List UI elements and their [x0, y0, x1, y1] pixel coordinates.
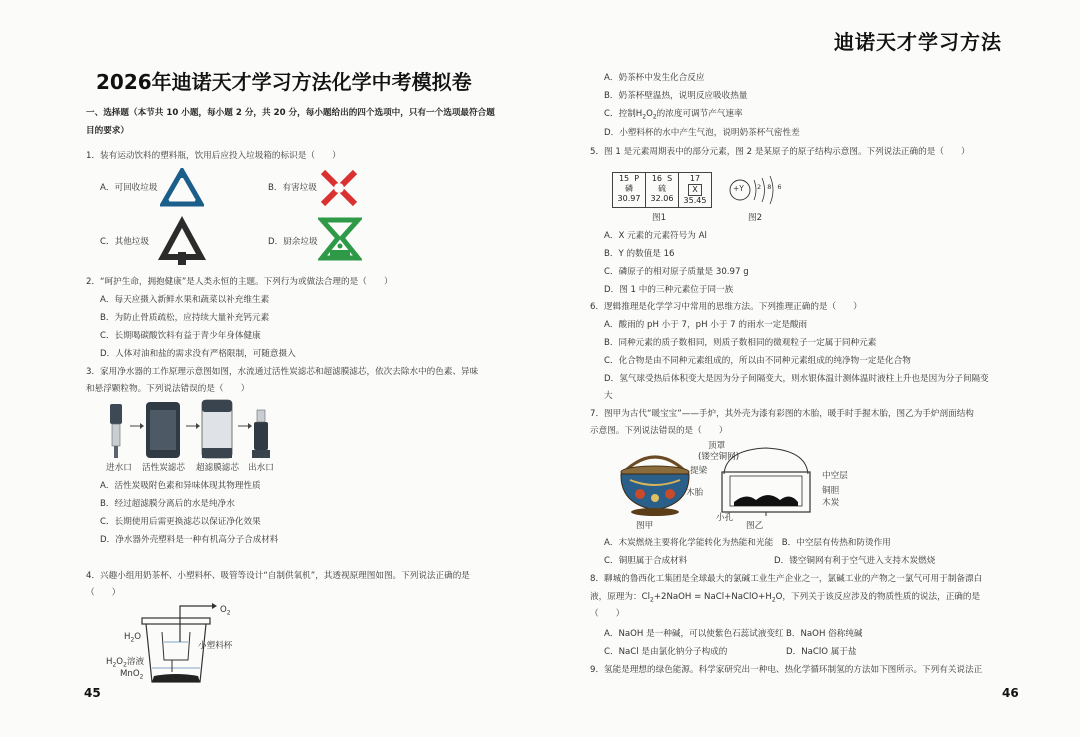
atom-nucleus-label: +Y	[733, 184, 744, 193]
q3-option-d: D．净水器外壳塑料是一种有机高分子合成材料	[100, 535, 279, 545]
q4-label-cup: 小塑料杯	[198, 641, 233, 651]
q6-option-d: D．氢气球受热后体积变大是因为分子间隔变大，则水银体温计测体温时液柱上升也是因为分子间隔变	[604, 374, 989, 384]
hand-warmer-photo	[610, 446, 700, 520]
q4-label-mno2: MnO$_2$	[120, 669, 144, 681]
q8-stem: 8．聊城的鲁西化工集团是全球最大的氯碱工业生产企业之一，氯碱工业的产物之一氯气可用于制备漂白	[590, 574, 983, 584]
q8-option-c: C．NaCl 是由氯化钠分子构成的	[604, 647, 728, 657]
q1-option-c: C．其他垃圾	[100, 237, 149, 247]
q8-option-a: A．NaOH 是一种碱，可以使紫色石蕊试液变红	[604, 629, 784, 639]
q3-label-membrane: 超滤膜滤芯	[196, 463, 239, 473]
q2-option-d: D．人体对油和盐的需求没有严格限制，可随意摄入	[100, 349, 296, 359]
q5-option-b: B．Y 的数值是 16	[604, 249, 675, 259]
q1-option-d: D．厨余垃圾	[268, 237, 318, 247]
q8-stem-bracket: （ ）	[590, 609, 625, 619]
q2-option-b: B．为防止骨质疏松，应持续大量补充钙元素	[100, 313, 270, 323]
q4-stem: 4．兴趣小组用奶茶杯、小塑料杯、吸管等设计“自制供氧机”，其透视原理图如图。下列说法正确的是	[86, 571, 470, 581]
q5-option-a: A．X 元素的元素符号为 Al	[604, 231, 707, 241]
q4-label-h2o2: $H_2O_2$溶液	[106, 657, 145, 669]
q3-option-c: C．长期使用后需更换滤芯以保证净化效果	[100, 517, 261, 527]
q7-fig-b-caption: 图乙	[746, 521, 764, 531]
q5-option-d: D．图 1 中的三种元素位于同一族	[604, 285, 734, 295]
q2-option-c: C．长期喝碳酸饮料有益于青少年身体健康	[100, 331, 261, 341]
q3-label-inlet: 进水口	[106, 463, 132, 473]
section-heading-cont: 目的要求）	[86, 126, 129, 136]
q3-label-outlet: 出水口	[248, 463, 274, 473]
q6-stem: 6．逻辑推理是化学学习中常用的思维方法。下列推理正确的是（ ）	[590, 302, 862, 312]
kitchen-waste-icon	[318, 216, 362, 264]
q7-option-c: C．铜胆属于合成材料	[604, 556, 688, 566]
exam-title: 2026年迪诺天才学习方法化学中考模拟卷	[96, 70, 472, 94]
q4-label-water: $H_2O$	[124, 632, 142, 644]
q8-stem-equation: 液，原理为：$Cl_2+2NaOH$ = $NaCl+NaClO+H_2O$，下列关于该反应涉及的物质性质的说法，正确的是	[590, 592, 981, 604]
q7-label-copper: 铜胆	[822, 486, 840, 496]
q6-option-a: A．酸雨的 pH 小于 7，pH 小于 7 的雨水一定是酸雨	[604, 320, 808, 330]
q4-option-d: D．小塑料杯的水中产生气泡，说明奶茶杯气密性差	[604, 128, 800, 138]
q4-stem-cont: （ ）	[86, 588, 121, 598]
q8-option-b: B．NaOH 俗称纯碱	[786, 629, 863, 639]
q5-stem: 5．图 1 是元素周期表中的部分元素，图 2 是某原子的原子结构示意图。下列说法正确的是（ ）	[590, 147, 970, 157]
q8-option-d: D．NaClO 属于盐	[786, 647, 857, 657]
q1-stem: 1．装有运动饮料的塑料瓶，饮用后应投入垃圾箱的标识是（ ）	[86, 151, 341, 161]
q7-option-d: D．镂空铜网有利于空气进入支持木炭燃烧	[774, 556, 936, 566]
q2-stem: 2．“呵护生命，拥抱健康”是人类永恒的主题。下列行为或做法合理的是（ ）	[86, 277, 393, 287]
other-waste-icon	[156, 214, 208, 266]
q4-option-c: C．控制$H_2O_2$的浓度可调节产气速率	[604, 109, 743, 121]
q5-fig2-caption: 图2	[748, 213, 763, 223]
q9-stem: 9．氢能是理想的绿色能源。科学家研究出一种电、热化学循环制氢的方法如下图所示。下列有关说法正	[590, 665, 983, 675]
atom-shells-label: 2 8 6	[757, 183, 784, 191]
q7-label-charcoal: 木炭	[822, 498, 840, 508]
hazard-icon	[318, 168, 360, 208]
element-p: 15 P 磷 30.97	[613, 173, 646, 208]
q7-label-hollow: 中空层	[822, 471, 848, 481]
q3-option-a: A．活性炭吸附色素和异味体现其物理性质	[100, 481, 261, 491]
water-purifier-figure	[106, 396, 306, 462]
q3-option-b: B．经过超滤膜分离后的水是纯净水	[100, 499, 235, 509]
recycle-icon	[160, 168, 204, 208]
page-number-right: 46	[1002, 686, 1019, 700]
q3-label-carbon: 活性炭滤芯	[142, 463, 185, 473]
q3-stem-cont: 和悬浮颗粒物。下列说法错误的是（ ）	[86, 384, 250, 394]
q7-option-a-b: A．木炭燃烧主要将化学能转化为热能和光能 B．中空层有传热和防烫作用	[604, 538, 891, 548]
q7-stem: 7．图甲为古代“暖宝宝”——手炉，其外壳为漆有彩图的木胎，暖手时手握木胎，图乙为手炉剖面结构	[590, 409, 974, 419]
q7-label-handle: 提梁	[690, 466, 708, 476]
q6-option-c: C．化合物是由不同种元素组成的，所以由不同种元素组成的纯净物一定是化合物	[604, 356, 911, 366]
brand-title: 迪诺天才学习方法	[834, 30, 1002, 54]
q3-stem: 3．家用净水器的工作原理示意图如图，水流通过活性炭滤芯和超滤膜滤芯，依次去除水中的色素、异味	[86, 367, 479, 377]
q7-label-top-mesh: (镂空铜网)	[698, 452, 740, 462]
q5-fig1-caption: 图1	[652, 213, 667, 223]
q6-option-b: B．同种元素的质子数相同，则质子数相同的微观粒子一定属于同种元素	[604, 338, 877, 348]
element-x: 17 X 35.45	[679, 173, 712, 208]
q1-option-b: B．有害垃圾	[268, 183, 317, 193]
q7-stem-cont: 示意图。下列说法错误的是（ ）	[590, 426, 728, 436]
page-number-left: 45	[84, 686, 101, 700]
q7-label-wood: 木胎	[686, 488, 704, 498]
q7-label-top: 顶罩	[708, 441, 726, 451]
q6-option-d-cont: 大	[604, 391, 613, 401]
q2-option-a: A．每天应摄入新鲜水果和蔬菜以补充维生素	[100, 295, 270, 305]
periodic-table-figure	[612, 172, 712, 208]
q5-option-c: C．磷原子的相对原子质量是 30.97 g	[604, 267, 749, 277]
section-heading: 一、选择题（本节共 10 小题，每小题 2 分，共 20 分，每小题给出的四个选项中，只有一个选项最符合题	[86, 108, 495, 118]
q7-fig-a-caption: 图甲	[636, 521, 654, 531]
q4-option-b: B．奶茶杯壁温热，说明反应吸收热量	[604, 91, 748, 101]
element-s: 16 S 硫 32.06	[646, 173, 679, 208]
q4-option-a: A．奶茶杯中发生化合反应	[604, 73, 705, 83]
q4-label-o2: $O_2$	[220, 605, 231, 617]
q1-option-a: A．可回收垃圾	[100, 183, 158, 193]
q7-label-hole: 小孔	[716, 513, 734, 523]
